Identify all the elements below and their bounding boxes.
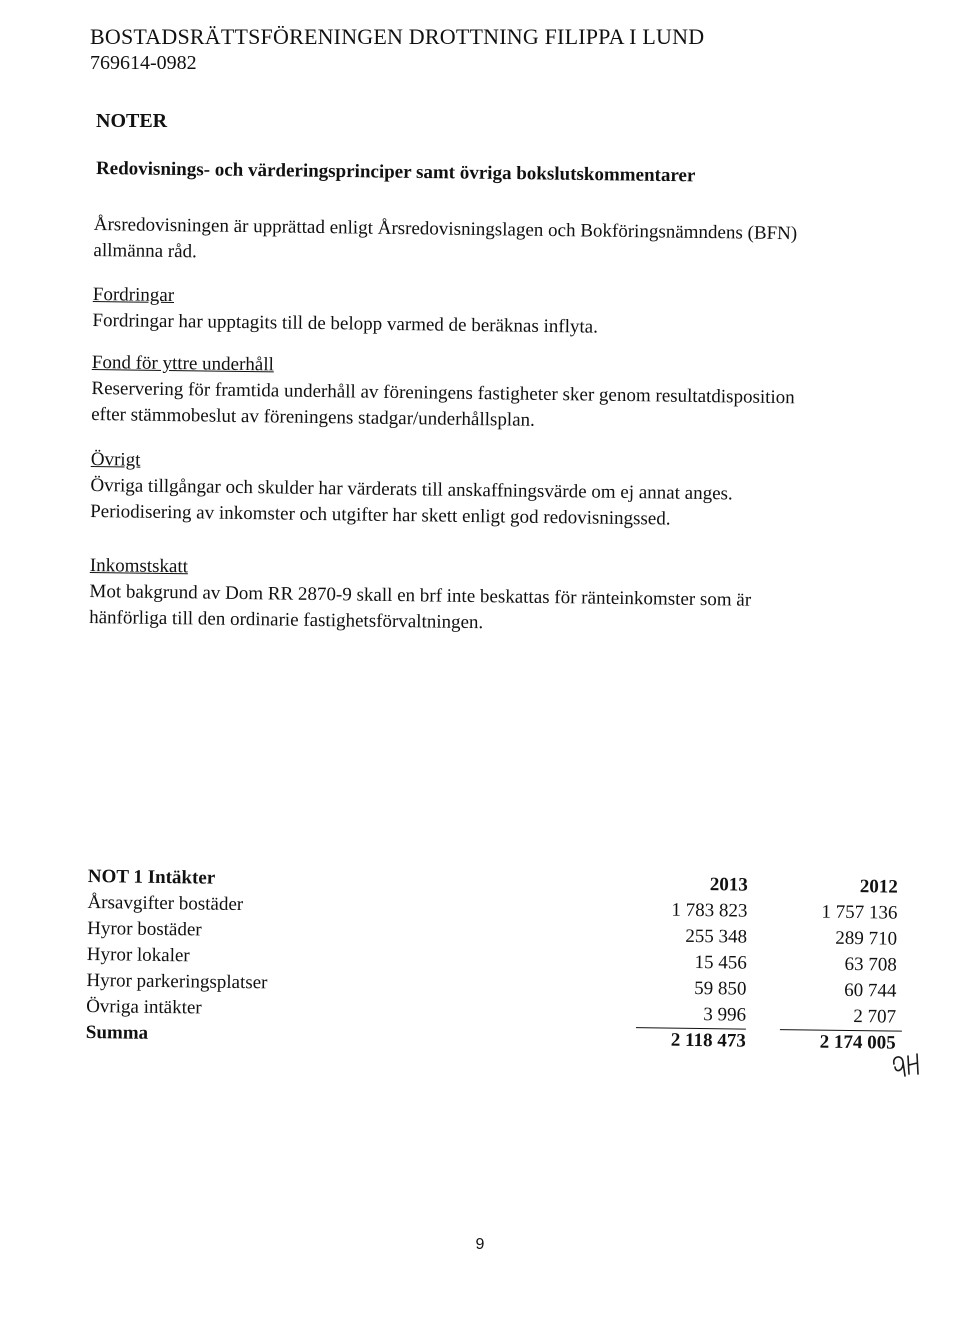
intro-line: allmänna råd. [93, 239, 198, 263]
sum-value-2013: 2 118 473 [670, 1029, 746, 1052]
row-value-2013: 3 996 [703, 1004, 747, 1026]
fond-section [91, 350, 795, 437]
inkomstskatt-heading: Inkomstskatt [89, 554, 189, 578]
sum-label: Summa [85, 1021, 149, 1044]
page-number: 9 [475, 1236, 485, 1253]
notes-heading: NOTER [96, 110, 168, 132]
row-value-2012: 2 707 [853, 1006, 897, 1028]
inkomstskatt-section [89, 553, 752, 640]
fond-line: efter stämmobeslut av föreningens stadgar/underhållsplan. [91, 403, 535, 431]
organization-name: BOSTADSRÄTTSFÖRENINGEN DROTTNING FILIPPA I LUND [90, 24, 705, 49]
inkomstskatt-line: hänförliga till den ordinarie fastighetsförvaltningen. [89, 606, 484, 634]
ovrigt-section [90, 447, 733, 533]
fond-heading: Fond för yttre underhåll [91, 351, 275, 376]
row-label: Hyror bostäder [87, 917, 202, 941]
row-label: Årsavgifter bostäder [87, 891, 244, 916]
row-value-2012: 289 710 [835, 927, 898, 950]
ovrigt-line: Övriga tillgångar och skulder har värderats till anskaffningsvärde om ej annat anges. [90, 474, 733, 505]
row-value-2012: 60 744 [844, 979, 897, 1002]
inkomstskatt-line: Mot bakgrund av Dom RR 2870-9 skall en brf inte beskattas för ränteinkomster som är [89, 580, 752, 611]
handwritten-initials [890, 1050, 926, 1080]
ovrigt-line: Periodisering av inkomster och utgifter har skett enligt god redovisningssed. [90, 500, 671, 530]
section-title: Redovisnings- och värderingsprinciper samt övriga bokslutskommentarer [95, 158, 696, 187]
ovrigt-heading: Övrigt [90, 448, 141, 471]
row-value-2012: 63 708 [844, 953, 897, 976]
intro-paragraph [93, 212, 797, 273]
fordringar-heading: Fordringar [92, 283, 175, 307]
row-value-2013: 15 456 [694, 951, 747, 974]
row-value-2012: 1 757 136 [821, 901, 898, 924]
sum-value-2012: 2 174 005 [819, 1031, 896, 1054]
fordringar-line: Fordringar har upptagits till de belopp varmed de beräknas inflyta. [92, 309, 599, 338]
row-value-2013: 255 348 [685, 925, 748, 948]
note1-table [86, 866, 908, 1059]
intro-line: Årsredovisningen är upprättad enligt Årsredovisningslagen och Bokföringsnämndens (BFN) [93, 213, 798, 245]
row-value-2013: 59 850 [694, 977, 747, 1000]
fond-line: Reservering för framtida underhåll av föreningens fastigheter sker genom resultatdisposition [91, 377, 795, 409]
fordringar-section [92, 282, 598, 341]
organization-number: 769614-0982 [90, 52, 197, 74]
row-label: Övriga intäkter [86, 995, 202, 1019]
row-label: Hyror lokaler [86, 943, 190, 967]
year-current-header: 2013 [709, 874, 748, 896]
row-value-2013: 1 783 823 [671, 899, 748, 922]
row-label: Hyror parkeringsplatser [86, 969, 268, 994]
note1-title: NOT 1 Intäkter [87, 866, 216, 889]
year-previous-header: 2012 [859, 876, 898, 898]
